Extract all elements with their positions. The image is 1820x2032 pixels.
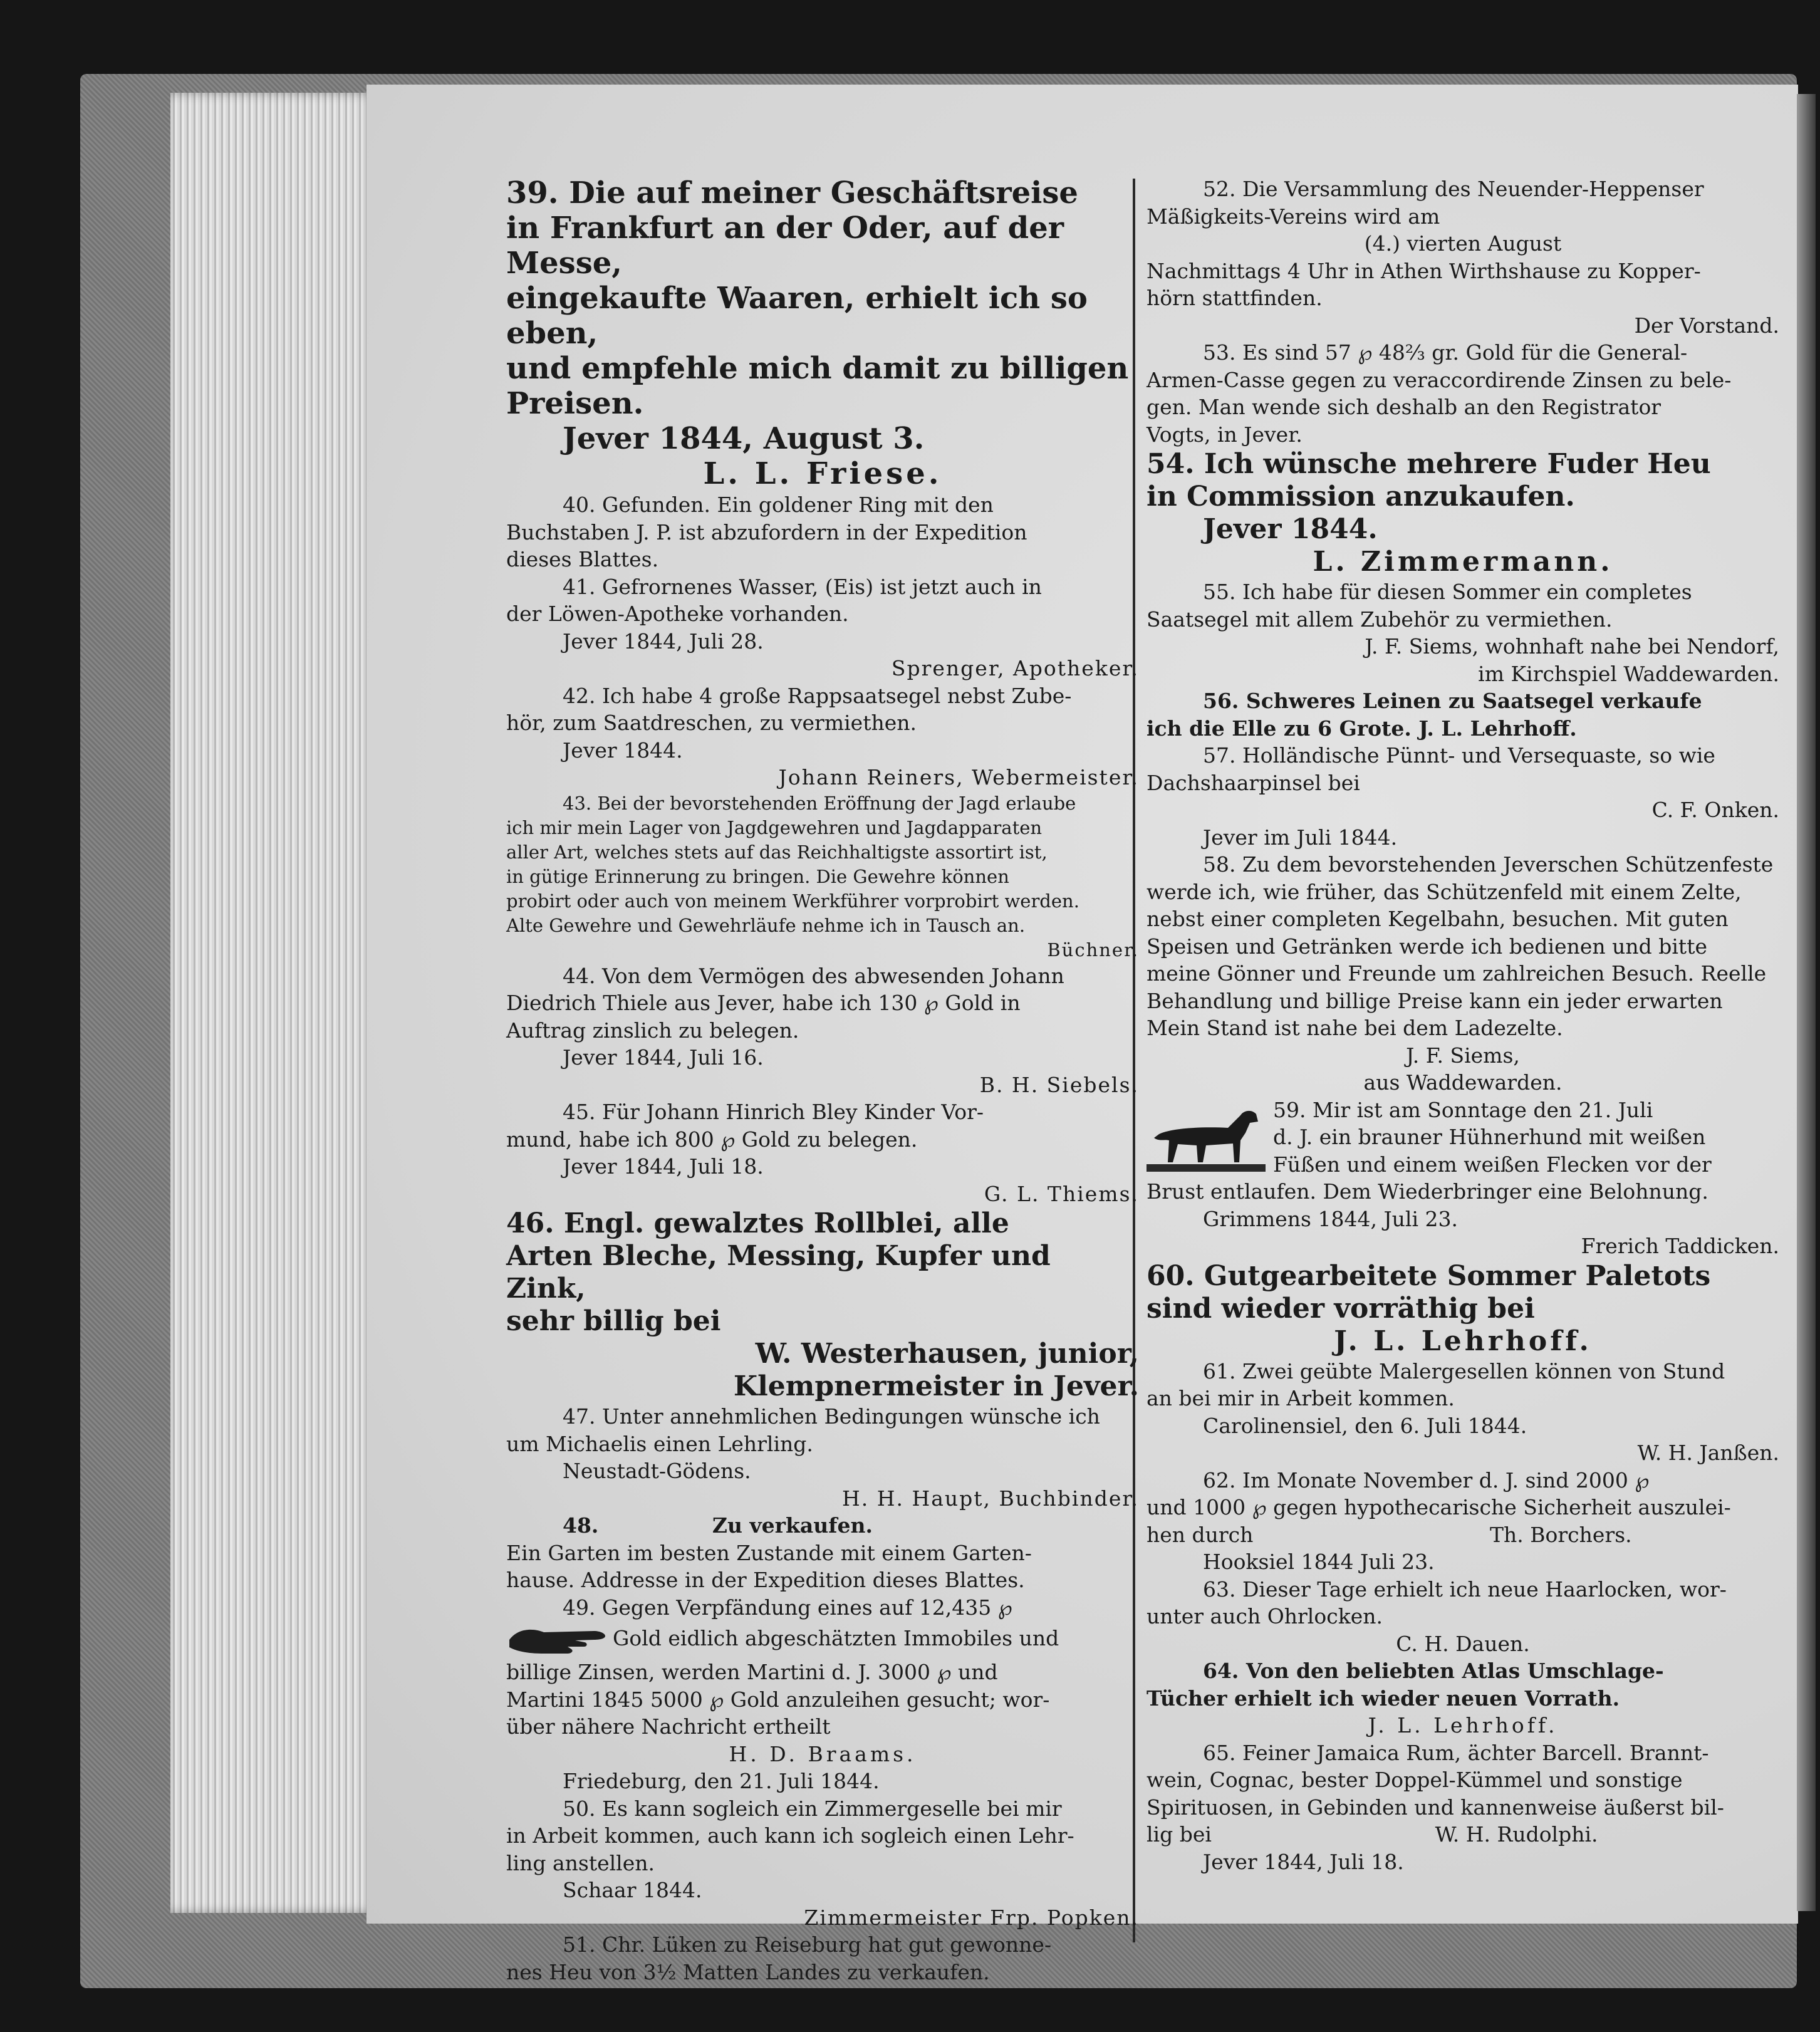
ad-line: 55. Ich habe für diesen Sommer ein completes <box>1203 580 1692 604</box>
ad-line: gen. Man wende sich deshalb an den Registrator <box>1147 395 1661 419</box>
ad-line: an bei mir in Arbeit kommen. <box>1147 1386 1455 1410</box>
ad-line: Brust entlaufen. Dem Wiederbringer eine Belohnung. <box>1147 1179 1708 1204</box>
ad-line: Diedrich Thiele aus Jever, habe ich 130 ℘ Gold in <box>506 991 1021 1015</box>
ad-signature: Büchner. <box>1047 939 1139 961</box>
ad-42 <box>506 682 1139 791</box>
ad-signature: Johann Reiners, Webermeister. <box>778 765 1139 789</box>
ad-48 <box>506 1512 1139 1594</box>
ad-40 <box>506 491 1139 573</box>
ad-line: über nähere Nachricht ertheilt <box>506 1714 831 1739</box>
ad-number: 48. <box>563 1513 599 1538</box>
ad-51 <box>506 1931 1139 1986</box>
ad-line: 56. Schweres Leinen zu Saatsegel verkaufe <box>1203 689 1702 713</box>
ad-place: Jever 1844. <box>563 737 683 763</box>
ad-line-with-icon <box>506 1621 1139 1659</box>
left-column <box>506 175 1139 1986</box>
ad-signature: B. H. Siebels. <box>979 1072 1139 1097</box>
ad-line: d. J. ein brauner Hühnerhund mit weißen <box>1273 1125 1706 1149</box>
ad-line: 45. Für Johann Hinrich Bley Kinder Vor- <box>563 1100 984 1124</box>
ad-heading <box>506 1512 1139 1540</box>
ad-line: Mäßigkeits-Vereins wird am <box>1147 204 1440 229</box>
ad-65 <box>1147 1739 1779 1876</box>
ad-line: sehr billig bei <box>506 1305 721 1337</box>
ad-line: 47. Unter annehmlichen Bedingungen wünsche ich <box>563 1404 1100 1429</box>
ad-line: 49. Gegen Verpfändung eines auf 12,435 ℘ <box>563 1595 1012 1620</box>
ad-47 <box>506 1403 1139 1512</box>
ad-line: Arten Bleche, Messing, Kupfer und Zink, <box>506 1240 1051 1305</box>
ad-signature: Der Vorstand. <box>1634 313 1779 338</box>
ad-signature-line2: im Kirchspiel Waddewarden. <box>1478 661 1779 686</box>
ad-57 <box>1147 742 1779 851</box>
ad-line: 57. Holländische Pünnt- und Versequaste, so wie <box>1203 743 1715 768</box>
ad-line: in Commission anzukaufen. <box>1147 481 1575 513</box>
ad-line: 39. Die auf meiner Geschäftsreise <box>506 175 1078 211</box>
ad-line: Speisen und Getränken werde ich bedienen und bitte <box>1147 934 1707 959</box>
ad-line: dieses Blattes. <box>506 547 659 571</box>
ad-55 <box>1147 578 1779 687</box>
ad-signature: G. L. Thiems. <box>984 1181 1139 1206</box>
ad-line: hörn stattfinden. <box>1147 286 1323 310</box>
ad-line: Martini 1845 5000 ℘ Gold anzuleihen gesucht; wor- <box>506 1687 1050 1712</box>
ad-line: hause. Addresse in der Expedition dieses Blattes. <box>506 1568 1025 1592</box>
right-column <box>1147 175 1779 1875</box>
ad-line: 61. Zwei geübte Malergesellen können von Stund <box>1203 1358 1725 1383</box>
ad-line: Mein Stand ist nahe bei dem Ladezelte. <box>1147 1016 1563 1040</box>
ad-59 <box>1147 1097 1779 1260</box>
ad-line: Armen-Casse gegen zu veraccordirende Zinsen zu bele- <box>1147 367 1732 392</box>
ad-line: 46. Engl. gewalztes Rollblei, alle <box>506 1207 1009 1239</box>
ad-line: um Michaelis einen Lehrling. <box>506 1431 813 1456</box>
ad-line: probirt oder auch von meinem Werkführer vorprobirt werden. <box>506 890 1079 912</box>
ad-signature: J. F. Siems, wohnhaft nahe bei Nendorf, <box>1365 634 1779 659</box>
ad-45 <box>506 1098 1139 1207</box>
ad-line: Buchstaben J. P. ist abzufordern in der Expedition <box>506 519 1027 544</box>
ad-signature: J. F. Siems, <box>1406 1043 1520 1068</box>
ad-line: 54. Ich wünsche mehrere Fuder Heu <box>1147 448 1711 480</box>
ad-signature: W. H. Janßen. <box>1637 1441 1779 1465</box>
ad-line: Vogts, in Jever. <box>1147 422 1303 447</box>
ad-46 <box>506 1207 1139 1403</box>
ad-place: Jever 1844, August 3. <box>563 421 925 456</box>
ad-49 <box>506 1594 1139 1795</box>
ad-line: billige Zinsen, werden Martini d. J. 3000 ℘ und <box>506 1660 998 1684</box>
ad-signature-line2: aus Waddewarden. <box>1363 1070 1563 1095</box>
ad-place: Hooksiel 1844 Juli 23. <box>1203 1550 1435 1574</box>
ad-line: Nachmittags 4 Uhr in Athen Wirthshause zu Kopper- <box>1147 258 1701 283</box>
ad-line: eingekaufte Waaren, erhielt ich so eben, <box>506 281 1088 351</box>
ad-signature: C. H. Dauen. <box>1396 1631 1530 1656</box>
ad-signature: W. Westerhausen, junior, <box>755 1338 1139 1370</box>
ad-line: lig bei W. H. Rudolphi. <box>1147 1822 1598 1847</box>
ad-line: hör, zum Saatdreschen, zu vermiethen. <box>506 711 917 735</box>
ad-41 <box>506 573 1139 682</box>
ad-53 <box>1147 339 1779 448</box>
ad-line: und 1000 ℘ gegen hypothecarische Sicherheit auszulei- <box>1147 1495 1731 1519</box>
ad-place: Jever 1844. <box>1203 513 1378 545</box>
ad-61 <box>1147 1358 1779 1467</box>
ad-line: Spirituosen, in Gebinden und kannenweise äußerst bil- <box>1147 1795 1724 1820</box>
ad-line: 62. Im Monate November d. J. sind 2000 ℘ <box>1203 1467 1650 1493</box>
ad-line: Alte Gewehre und Gewehrläufe nehme ich in Tausch an. <box>506 914 1026 936</box>
pointing-hand-icon <box>506 1621 613 1659</box>
ad-line: meine Gönner und Freunde um zahlreichen Besuch. Reelle <box>1147 961 1767 986</box>
ad-line: Behandlung und billige Preise kann ein jeder erwarten <box>1147 988 1723 1013</box>
hunting-dog-icon <box>1147 1097 1266 1175</box>
ad-signature-line2: Klempnermeister in Jever. <box>733 1370 1139 1402</box>
ad-place: Jever 1844, Juli 18. <box>563 1154 764 1179</box>
ad-line: 44. Von dem Vermögen des abwesenden Johann <box>563 963 1064 988</box>
ad-line-text: Gold eidlich abgeschätzten Immobiles und <box>613 1626 1059 1650</box>
ad-place: Jever 1844, Juli 18. <box>1203 1849 1404 1874</box>
ad-line: in Arbeit kommen, auch kann ich sogleich einen Lehr- <box>506 1823 1074 1848</box>
ad-52 <box>1147 175 1779 339</box>
ad-58 <box>1147 851 1779 1097</box>
ad-line: ling anstellen. <box>506 1850 655 1875</box>
ad-line: Saatsegel mit allem Zubehör zu vermiethen. <box>1147 607 1613 632</box>
ad-place: Carolinensiel, den 6. Juli 1844. <box>1203 1413 1527 1438</box>
ad-44 <box>506 962 1139 1099</box>
ad-line: unter auch Ohrlocken. <box>1147 1604 1383 1628</box>
ad-signature: J. L. Lehrhoff. <box>1368 1713 1558 1738</box>
ad-line: 42. Ich habe 4 große Rappsaatsegel nebst Zube- <box>563 683 1072 708</box>
ad-50 <box>506 1795 1139 1932</box>
ad-60 <box>1147 1260 1779 1358</box>
ad-line: 63. Dieser Tage erhielt ich neue Haarlocken, wor- <box>1203 1576 1727 1602</box>
ad-line: 65. Feiner Jamaica Rum, ächter Barcell. Brannt- <box>1203 1740 1709 1765</box>
ad-line: 64. Von den beliebten Atlas Umschlage- <box>1203 1659 1664 1683</box>
ad-signature: J. L. Lehrhoff. <box>1334 1325 1592 1357</box>
ad-title: Zu verkaufen. <box>712 1513 873 1538</box>
ad-line: Dachshaarpinsel bei <box>1147 770 1360 795</box>
ad-signature: Frerich Taddicken. <box>1581 1234 1779 1258</box>
ad-line: sind wieder vorräthig bei <box>1147 1292 1535 1325</box>
ad-line: 53. Es sind 57 ℘ 48⅔ gr. Gold für die General- <box>1203 340 1688 365</box>
ad-line: 43. Bei der bevorstehenden Eröffnung der Jagd erlaube <box>563 792 1076 814</box>
ad-39 <box>506 175 1139 491</box>
ad-line: nebst einer completen Kegelbahn, besuchen. Mit guten <box>1147 907 1729 931</box>
ad-line: 52. Die Versammlung des Neuender-Heppenser <box>1203 177 1704 201</box>
ad-line: werde ich, wie früher, das Schützenfeld mit einem Zelte, <box>1147 879 1742 904</box>
ad-line: 41. Gefrornenes Wasser, (Eis) ist jetzt auch in <box>563 574 1042 599</box>
ad-line: 60. Gutgearbeitete Sommer Paletots <box>1147 1259 1711 1292</box>
ad-place: Jever im Juli 1844. <box>1203 825 1398 850</box>
ad-63 <box>1147 1576 1779 1658</box>
ad-signature: Sprenger, Apotheker. <box>891 656 1139 680</box>
ad-line: aller Art, welches stets auf das Reichhaltigste assortirt ist, <box>506 841 1048 863</box>
ad-line: in gütige Erinnerung zu bringen. Die Gewehre können <box>506 865 1009 887</box>
ad-line: nes Heu von 3½ Matten Landes zu verkaufen. <box>506 1959 990 1984</box>
ad-signature: C. F. Onken. <box>1651 798 1779 822</box>
ad-line: 51. Chr. Lüken zu Reiseburg hat gut gewonne- <box>563 1932 1052 1957</box>
page-edges <box>170 93 377 1913</box>
ad-line: Tücher erhielt ich wieder neuen Vorrath. <box>1147 1686 1620 1711</box>
ad-signature: Zimmermeister Frp. Popken. <box>804 1905 1139 1930</box>
ad-56 <box>1147 687 1779 742</box>
ad-signature: H. H. Haupt, Buchbinder. <box>841 1486 1139 1511</box>
ad-line: hen durch Th. Borchers. <box>1147 1522 1632 1547</box>
ad-line: 59. Mir ist am Sonntage den 21. Juli <box>1273 1097 1653 1122</box>
ad-line: Füßen und einem weißen Flecken vor der <box>1273 1152 1712 1177</box>
ad-62 <box>1147 1467 1779 1576</box>
ad-line: der Löwen-Apotheke vorhanden. <box>506 602 849 626</box>
ad-signature: H. D. Braams. <box>729 1741 917 1766</box>
ad-line: Ein Garten im besten Zustande mit einem Garten- <box>506 1540 1032 1565</box>
ad-line: 50. Es kann sogleich ein Zimmergeselle bei mir <box>563 1796 1062 1821</box>
ad-signature: L. Zimmermann. <box>1313 546 1613 578</box>
ad-line: mund, habe ich 800 ℘ Gold zu belegen. <box>506 1127 918 1152</box>
ad-line: (4.) vierten August <box>1364 231 1562 256</box>
ad-43 <box>506 791 1139 962</box>
ad-line: 40. Gefunden. Ein goldener Ring mit den <box>563 492 994 517</box>
ad-line: ich mir mein Lager von Jagdgewehren und Jagdapparaten <box>506 816 1043 838</box>
ad-line: Preisen. <box>506 386 644 421</box>
ad-place: Grimmens 1844, Juli 23. <box>1203 1206 1459 1231</box>
ad-place: Jever 1844, Juli 28. <box>563 628 764 654</box>
ad-64 <box>1147 1657 1779 1739</box>
ad-signature: L. L. Friese. <box>703 456 942 491</box>
ad-line: und empfehle mich damit zu billigen <box>506 351 1129 386</box>
ad-place: Neustadt-Gödens. <box>563 1459 751 1483</box>
ad-place: Friedeburg, den 21. Juli 1844. <box>563 1769 880 1793</box>
ad-line: Auftrag zinslich zu belegen. <box>506 1018 799 1043</box>
ad-line: 58. Zu dem bevorstehenden Jeverschen Schützenfeste <box>1203 852 1774 877</box>
page-right-edge <box>1797 94 1816 1911</box>
ad-line: in Frankfurt an der Oder, auf der Messe, <box>506 211 1064 281</box>
ad-place: Jever 1844, Juli 16. <box>563 1045 764 1070</box>
ad-place: Schaar 1844. <box>563 1878 702 1902</box>
ad-line: ich die Elle zu 6 Grote. J. L. Lehrhoff. <box>1147 716 1577 741</box>
ad-54 <box>1147 448 1779 578</box>
ad-line: wein, Cognac, bester Doppel-Kümmel und sonstige <box>1147 1768 1683 1792</box>
